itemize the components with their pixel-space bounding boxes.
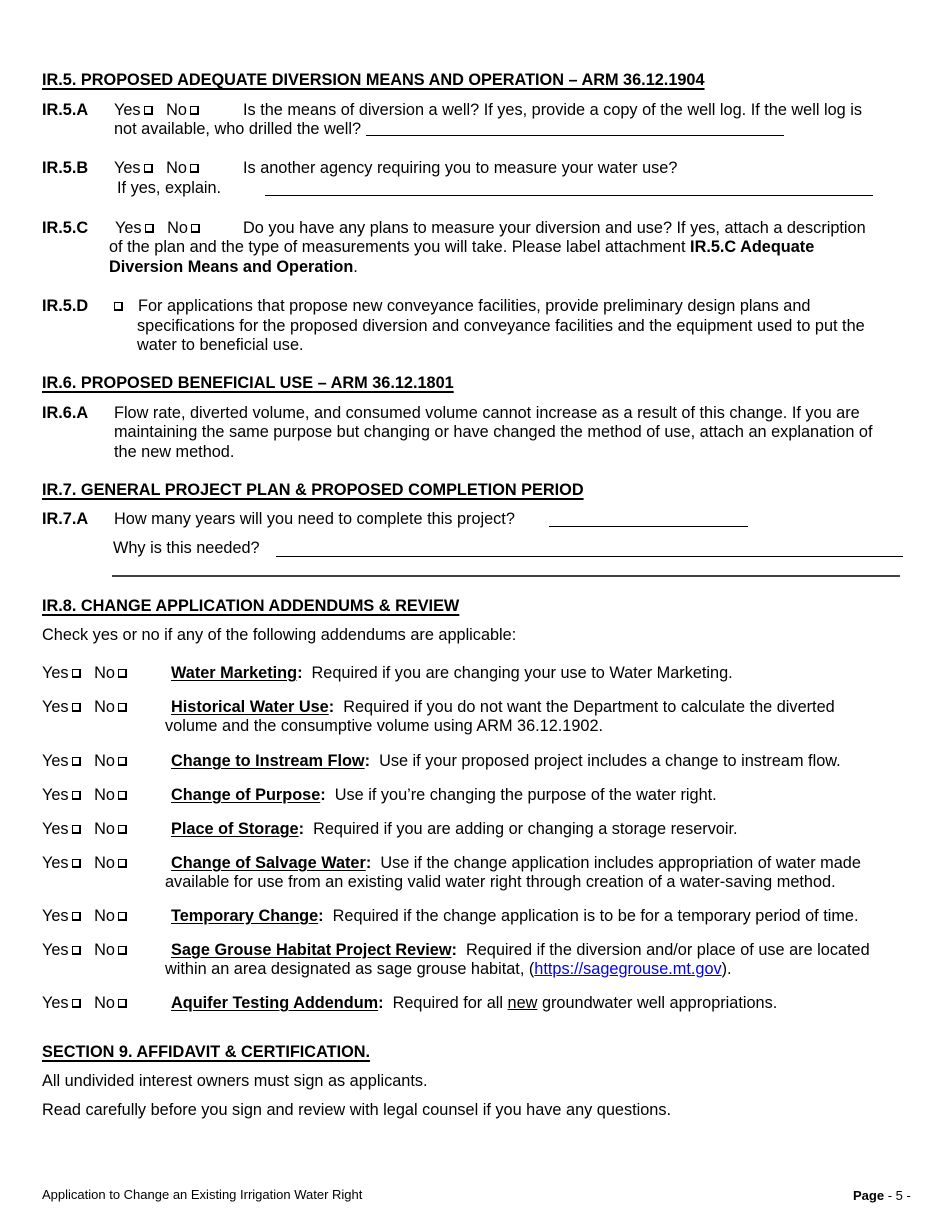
ir5a-driller-label: not available, who drilled the well? (114, 120, 362, 138)
ir5a-question-line2 (114, 119, 784, 139)
yes-label: Yes (42, 752, 69, 770)
yes-label: Yes (115, 219, 142, 237)
page-label: Page (853, 1188, 885, 1203)
no-label: No (94, 854, 115, 872)
ir5c-no-checkbox[interactable] (191, 224, 200, 233)
addendum-place-of-storage: Place of Storage: Required if you are adding or changing a storage reservoir. (171, 820, 738, 838)
historical-water-use-no-checkbox[interactable] (118, 703, 127, 712)
ir5b-explain-field[interactable] (265, 180, 873, 196)
item-label-ir5d: IR.5.D (42, 297, 89, 315)
addendum-title: Historical Water Use (171, 698, 329, 716)
section-heading-ir7: IR.7. GENERAL PROJECT PLAN & PROPOSED COMPLETION PERIOD (42, 481, 584, 499)
addendum-title: Change to Instream Flow (171, 752, 365, 770)
addendum-row-purpose-yn (42, 785, 127, 805)
item-label-ir5b: IR.5.B (42, 159, 89, 177)
addendum-title: Change of Salvage Water (171, 854, 366, 872)
addendum-sage-grouse: Sage Grouse Habitat Project Review: Required if the diversion and/or place of use are located (171, 941, 870, 959)
addendum-text: Required for all (392, 994, 508, 1012)
ir5a-driller-field[interactable] (366, 120, 784, 136)
ir5d-text-line2: specifications for the proposed diversion and conveyance facilities and the equipment used to put the (137, 317, 865, 335)
period: . (353, 258, 358, 276)
addendum-title: Sage Grouse Habitat Project Review (171, 941, 452, 959)
addendum-text: Use if your proposed project includes a change to instream flow. (379, 752, 841, 770)
addendum-text: Use if you’re changing the purpose of the water right. (334, 786, 717, 804)
addendum-title: Water Marketing (171, 664, 298, 682)
no-label: No (94, 994, 115, 1012)
addendum-row-salvage-yn (42, 853, 127, 873)
addendum-water-marketing: Water Marketing: Required if you are changing your use to Water Marketing. (171, 664, 733, 682)
ir5c-attachment-label: IR.5.C Adequate (690, 238, 815, 256)
addendum-text: ). (721, 960, 732, 978)
ir5c-question-line3 (109, 257, 358, 277)
yes-label: Yes (42, 994, 69, 1012)
aquifer-testing-yes-checkbox[interactable] (72, 999, 81, 1008)
yes-label: Yes (42, 820, 69, 838)
instream-flow-yes-checkbox[interactable] (72, 757, 81, 766)
ir5c-attachment-label-2: Diversion Means and Operation (109, 258, 354, 276)
water-marketing-yes-checkbox[interactable] (72, 669, 81, 678)
addendum-temporary-change: Temporary Change: Required if the change application is to be for a temporary period of time. (171, 907, 859, 925)
addendum-text: Required if you are adding or changing a storage reservoir. (313, 820, 738, 838)
addendum-aquifer-testing: Aquifer Testing Addendum: Required for all new groundwater well appropriations. (171, 994, 778, 1012)
ir7a-years-question: How many years will you need to complete this project? (114, 510, 515, 528)
yes-label: Yes (42, 941, 69, 959)
addendum-row-temporary-yn (42, 906, 127, 926)
addendum-title: Change of Purpose (171, 786, 321, 804)
addendum-text: Required if you are changing your use to Water Marketing. (311, 664, 733, 682)
ir5a-row (114, 100, 199, 120)
salvage-water-yes-checkbox[interactable] (72, 859, 81, 868)
no-label: No (94, 752, 115, 770)
no-label: No (166, 101, 187, 119)
section-heading-ir8: IR.8. CHANGE APPLICATION ADDENDUMS & REVIEW (42, 597, 460, 615)
yes-label: Yes (42, 907, 69, 925)
salvage-water-no-checkbox[interactable] (118, 859, 127, 868)
historical-water-use-yes-checkbox[interactable] (72, 703, 81, 712)
ir5d-text-line1: For applications that propose new conveyance facilities, provide preliminary design plans and (138, 297, 811, 315)
no-label: No (94, 941, 115, 959)
addendum-text: Use if the change application includes appropriation of water made (380, 854, 861, 872)
addendum-title: Temporary Change (171, 907, 319, 925)
ir5d-text-line3: water to beneficial use. (137, 336, 304, 354)
section-heading-section9: SECTION 9. AFFIDAVIT & CERTIFICATION. (42, 1043, 371, 1061)
addendum-row-water-marketing-yn (42, 663, 127, 683)
no-label: No (94, 786, 115, 804)
item-label-ir6a: IR.6.A (42, 404, 89, 422)
footer-page (853, 1186, 911, 1206)
addendum-text: groundwater well appropriations. (537, 994, 778, 1012)
sage-grouse-yes-checkbox[interactable] (72, 946, 81, 955)
addendum-historical-text-line2: volume and the consumptive volume using ARM 36.12.1902. (165, 717, 604, 735)
addendum-row-storage-yn (42, 819, 127, 839)
ir5c-question-line2 (109, 237, 814, 257)
section-heading-ir5: IR.5. PROPOSED ADEQUATE DIVERSION MEANS AND OPERATION – ARM 36.12.1904 (42, 71, 705, 89)
ir7a-years-field[interactable] (549, 511, 748, 527)
sage-grouse-no-checkbox[interactable] (118, 946, 127, 955)
yes-label: Yes (42, 664, 69, 682)
section9-line2: Read carefully before you sign and review with legal counsel if you have any questions. (42, 1101, 672, 1119)
section9-line1: All undivided interest owners must sign as applicants. (42, 1072, 428, 1090)
addendum-row-aquifer-yn (42, 993, 127, 1013)
addendum-change-of-purpose: Change of Purpose: Use if you’re changing the purpose of the water right. (171, 786, 717, 804)
addendum-sage-grouse-line2 (165, 959, 732, 979)
addendum-text: Required if you do not want the Department to calculate the diverted (343, 698, 835, 716)
addendum-text: within an area designated as sage grouse habitat, ( (165, 960, 535, 978)
yes-label: Yes (42, 698, 69, 716)
addendum-salvage-text-line2: available for use from an existing valid water right through creation of a water-saving method. (165, 873, 836, 891)
addendum-title: Place of Storage (171, 820, 299, 838)
no-label: No (94, 698, 115, 716)
footer-title: Application to Change an Existing Irrigation Water Right (42, 1187, 363, 1202)
item-label-ir5c: IR.5.C (42, 219, 89, 237)
place-of-storage-yes-checkbox[interactable] (72, 825, 81, 834)
addendum-row-sage-grouse-yn (42, 940, 127, 960)
temporary-change-no-checkbox[interactable] (118, 912, 127, 921)
no-label: No (94, 664, 115, 682)
addendum-row-instream-yn (42, 751, 127, 771)
addendum-text: Required if the diversion and/or place of use are located (465, 941, 870, 959)
ir5a-question: Is the means of diversion a well? If yes, provide a copy of the well log. If the well log is (243, 101, 862, 119)
ir5c-text: of the plan and the type of measurements you will take. Please label attachment (109, 238, 691, 256)
ir5b-row (114, 158, 199, 178)
ir5c-question: Do you have any plans to measure your diversion and use? If yes, attach a description (243, 219, 866, 237)
change-of-purpose-no-checkbox[interactable] (118, 791, 127, 800)
instream-flow-no-checkbox[interactable] (118, 757, 127, 766)
no-label: No (167, 219, 188, 237)
ir5c-yes-checkbox[interactable] (145, 224, 154, 233)
addendum-text: Required if the change application is to be for a temporary period of time. (332, 907, 859, 925)
ir5a-yes-checkbox[interactable] (144, 106, 153, 115)
addendum-salvage-water: Change of Salvage Water: Use if the change application includes appropriation of water made (171, 854, 861, 872)
place-of-storage-no-checkbox[interactable] (118, 825, 127, 834)
no-label: No (94, 820, 115, 838)
temporary-change-yes-checkbox[interactable] (72, 912, 81, 921)
ir5a-no-checkbox[interactable] (190, 106, 199, 115)
ir7a-why-field-line2[interactable] (112, 560, 900, 577)
ir8-intro: Check yes or no if any of the following addendums are applicable: (42, 626, 517, 644)
ir6a-text-line1: Flow rate, diverted volume, and consumed volume cannot increase as a result of this change. If you are (114, 404, 860, 422)
sage-grouse-link[interactable]: https://sagegrouse.mt.gov (534, 960, 722, 978)
yes-label: Yes (42, 854, 69, 872)
ir7a-why-field[interactable] (276, 541, 903, 557)
addendum-instream-flow: Change to Instream Flow: Use if your proposed project includes a change to instream flow. (171, 752, 841, 770)
addendum-title: Aquifer Testing Addendum (171, 994, 379, 1012)
ir5b-yes-checkbox[interactable] (144, 164, 153, 173)
yes-label: Yes (114, 101, 141, 119)
ir5d-row (114, 296, 123, 316)
addendum-row-historical-yn (42, 697, 127, 717)
ir5c-row (115, 218, 200, 238)
ir5b-no-checkbox[interactable] (190, 164, 199, 173)
ir7a-why-label: Why is this needed? (113, 539, 260, 557)
aquifer-testing-no-checkbox[interactable] (118, 999, 127, 1008)
addendum-historical-water-use: Historical Water Use: Required if you do not want the Department to calculate the diverted (171, 698, 835, 716)
water-marketing-no-checkbox[interactable] (118, 669, 127, 678)
ir5b-explain-label: If yes, explain. (117, 179, 222, 197)
addendum-text-emphasis: new (507, 994, 538, 1012)
yes-label: Yes (114, 159, 141, 177)
ir5d-checkbox[interactable] (114, 302, 123, 311)
yes-label: Yes (42, 786, 69, 804)
item-label-ir7a: IR.7.A (42, 510, 89, 528)
ir6a-text-line3: the new method. (114, 443, 235, 461)
ir6a-text-line2: maintaining the same purpose but changing or have changed the method of use, attach an explanation of (114, 423, 873, 441)
section-heading-ir6: IR.6. PROPOSED BENEFICIAL USE – ARM 36.12.1801 (42, 374, 454, 392)
change-of-purpose-yes-checkbox[interactable] (72, 791, 81, 800)
item-label-ir5a: IR.5.A (42, 101, 89, 119)
no-label: No (94, 907, 115, 925)
no-label: No (166, 159, 187, 177)
ir5b-question: Is another agency requiring you to measure your water use? (243, 159, 678, 177)
page-number: - 5 - (884, 1188, 911, 1203)
